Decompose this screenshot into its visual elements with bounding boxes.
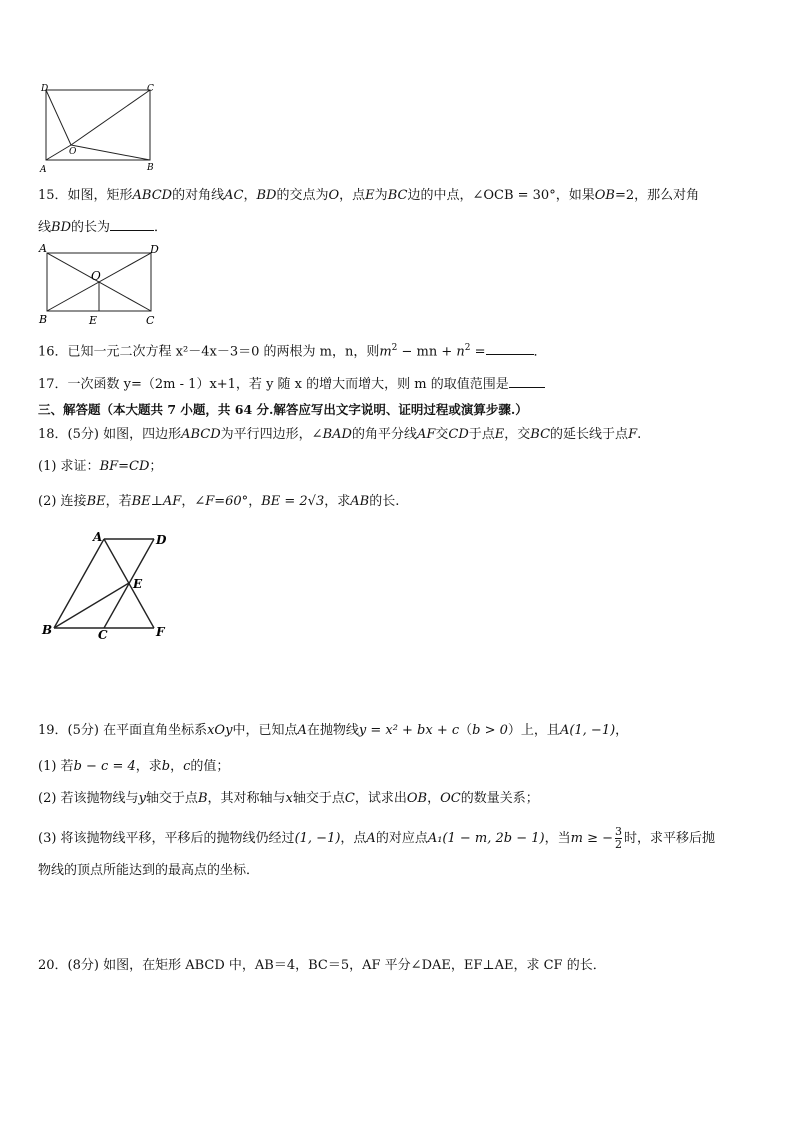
label-b: B <box>39 313 48 326</box>
label-a: A <box>40 165 47 175</box>
question-15-line-2: 线BD的长为 ． <box>38 220 168 235</box>
question-19-part-1: (1) 若b − c = 4，求b，c的值； <box>38 759 230 774</box>
label-o: O <box>91 269 101 283</box>
answer-blank-15[interactable] <box>110 218 154 231</box>
question-19-part-3: (3) 将该抛物线平移，平移后的抛物线仍经过(1, −1)，点A的对应点A₁(1 − m, 2b − 1)，当m ≥ − $\frac{3}{2}$ 时，求平移后抛 <box>38 825 716 851</box>
question-18-part-2: (2) 连接BE，若BE⊥AF，∠F=60°，BE = 2√3，求AB的长. <box>38 494 400 509</box>
question-20: 20．(8分) 如图，在矩形 ABCD 中，AB＝4，BC＝5，AF 平分∠DAE，EF⊥AE，求 CF 的长． <box>38 958 606 973</box>
label-e: E <box>133 577 143 591</box>
label-o: O <box>69 147 77 157</box>
label-e: E <box>89 314 98 327</box>
question-15-line-1: 15．如图，矩形ABCD的对角线AC，BD的交点为O，点E为BC边的中点，∠OCB = 30°，如果OB=2，那么对角 <box>38 188 700 203</box>
fraction-three-halves: $\frac{3}{2}$ <box>615 825 623 851</box>
label-a: A <box>39 242 47 255</box>
answer-blank-16[interactable] <box>486 342 534 355</box>
section-heading: 三、解答题（本大题共 7 小题，共 64 分.解答应写出文字说明、证明过程或演算步骤.） <box>38 402 528 417</box>
question-16: 16．已知一元二次方程 x²－4x－3＝0 的两根为 m，n，则$m^2$ − mn + $n^2$ = ． <box>38 343 547 360</box>
question-18-line-1: 18．(5分) 如图，四边形ABCD为平行四边形，∠BAD的角平分线AF交CD于点E，交BC的延长线于点F. <box>38 427 642 442</box>
label-a: A <box>93 530 103 544</box>
label-c: C <box>147 84 154 94</box>
label-c: C <box>98 628 108 642</box>
label-c: C <box>146 314 155 327</box>
question-19-part-3-cont: 物线的顶点所能达到的最高点的坐标． <box>38 863 260 878</box>
answer-blank-17[interactable] <box>509 375 545 388</box>
label-b: B <box>42 623 53 637</box>
label-d: D <box>156 533 167 547</box>
label-d: D <box>150 243 159 256</box>
label-b: B <box>147 163 154 173</box>
question-18-part-1: (1) 求证：BF=CD； <box>38 459 163 474</box>
label-f: F <box>156 625 165 639</box>
question-17: 17．一次函数 y=（2m - 1）x+1，若 y 随 x 的增大而增大，则 m 的取值范围是 <box>38 375 545 394</box>
question-19-line-1: 19．(5分) 在平面直角坐标系xOy中，已知点A在抛物线y = x² + bx + c（b > 0）上，且A(1, −1)， <box>38 723 629 738</box>
figure-rectangle-o <box>36 80 166 175</box>
label-d: D <box>41 84 49 94</box>
question-19-part-2: (2) 若该抛物线与y轴交于点B，其对称轴与x轴交于点C，试求出OB，OC的数量关系； <box>38 791 539 806</box>
figure-18 <box>36 528 176 643</box>
figure-15 <box>36 240 166 330</box>
